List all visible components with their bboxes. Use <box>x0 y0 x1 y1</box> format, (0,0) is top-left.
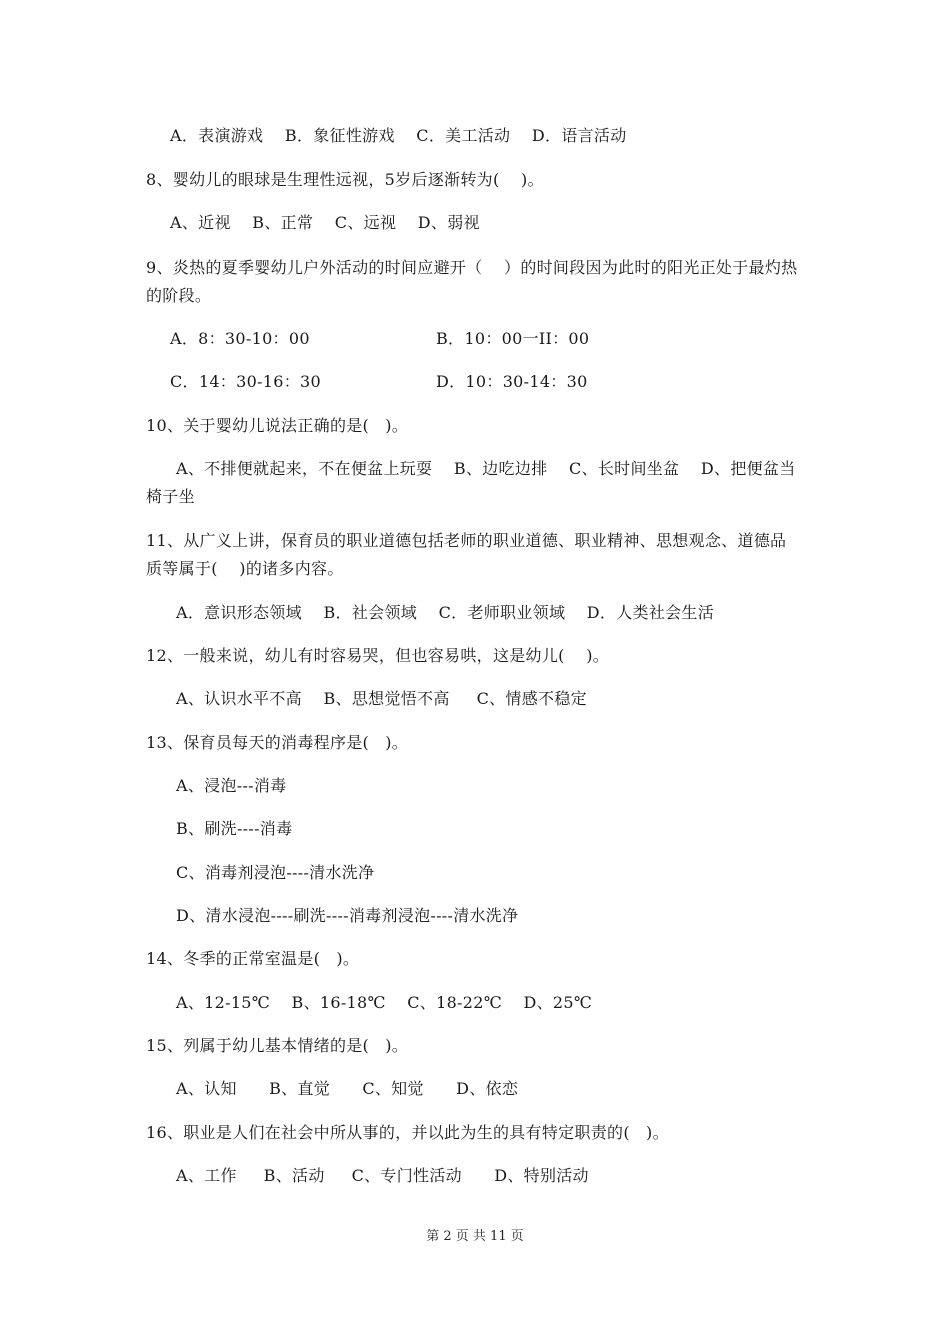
q14-stem: 14、冬季的正常室温是( )。 <box>146 949 360 968</box>
q13-option-d: D、清水浸泡----刷洗----消毒剂浸泡----清水洗净 <box>176 906 519 925</box>
q7-options: A．表演游戏 B．象征性游戏 C．美工活动 D．语言活动 <box>170 126 627 145</box>
q16-options: A、工作 B、活动 C、专门性活动 D、特别活动 <box>176 1166 589 1185</box>
q14-options: A、12-15℃ B、16-18℃ C、18-22℃ D、25℃ <box>176 993 593 1012</box>
q8-options: A、近视 B、正常 C、远视 D、弱视 <box>170 213 480 232</box>
q10-options-line1: A、不排便就起来，不在便盆上玩耍 B、边吃边排 C、长时间坐盆 D、把便盆当 <box>176 459 796 478</box>
q9-option-b: B．10：00一II：00 <box>436 329 590 348</box>
q13-option-c: C、消毒剂浸泡----清水洗净 <box>176 863 375 882</box>
q8-stem: 8、婴幼儿的眼球是生理性远视，5岁后逐渐转为( )。 <box>146 170 544 189</box>
q9-option-d: D．10：30-14：30 <box>436 372 588 391</box>
q16-stem: 16、职业是人们在社会中所从事的，并以此为生的具有特定职责的( )。 <box>146 1123 669 1142</box>
q15-stem: 15、列属于幼儿基本情绪的是( )。 <box>146 1036 409 1055</box>
q9-stem-line1: 9、炎热的夏季婴幼儿户外活动的时间应避开（ ）的时间段因为此时的阳光正处于最灼热 <box>146 258 798 277</box>
q11-stem-line2: 质等属于( )的诸多内容。 <box>146 559 344 578</box>
page-number-footer: 第 2 页 共 11 页 <box>426 1229 524 1244</box>
q15-options: A、认知 B、直觉 C、知觉 D、依恋 <box>176 1079 519 1098</box>
q13-stem: 13、保育员每天的消毒程序是( )。 <box>146 733 409 752</box>
q10-options-line2: 椅子坐 <box>146 487 195 506</box>
q11-options: A．意识形态领域 B．社会领域 C．老师职业领域 D．人类社会生活 <box>176 603 715 622</box>
q10-stem: 10、关于婴幼儿说法正确的是( )。 <box>146 416 409 435</box>
q9-stem-line2: 的阶段。 <box>146 286 212 305</box>
q12-options: A、认识水平不高 B、思想觉悟不高 C、情感不稳定 <box>176 689 587 708</box>
q9-option-c: C．14：30-16：30 <box>170 372 321 391</box>
q12-stem: 12、一般来说，幼儿有时容易哭，但也容易哄，这是幼儿( )。 <box>146 646 610 665</box>
q9-option-a: A．8：30-10：00 <box>170 329 310 348</box>
q13-option-b: B、刷洗----消毒 <box>176 819 293 838</box>
q13-option-a: A、浸泡---消毒 <box>176 776 287 795</box>
q11-stem-line1: 11、从广义上讲，保育员的职业道德包括老师的职业道德、职业精神、思想观念、道德品 <box>146 531 787 550</box>
